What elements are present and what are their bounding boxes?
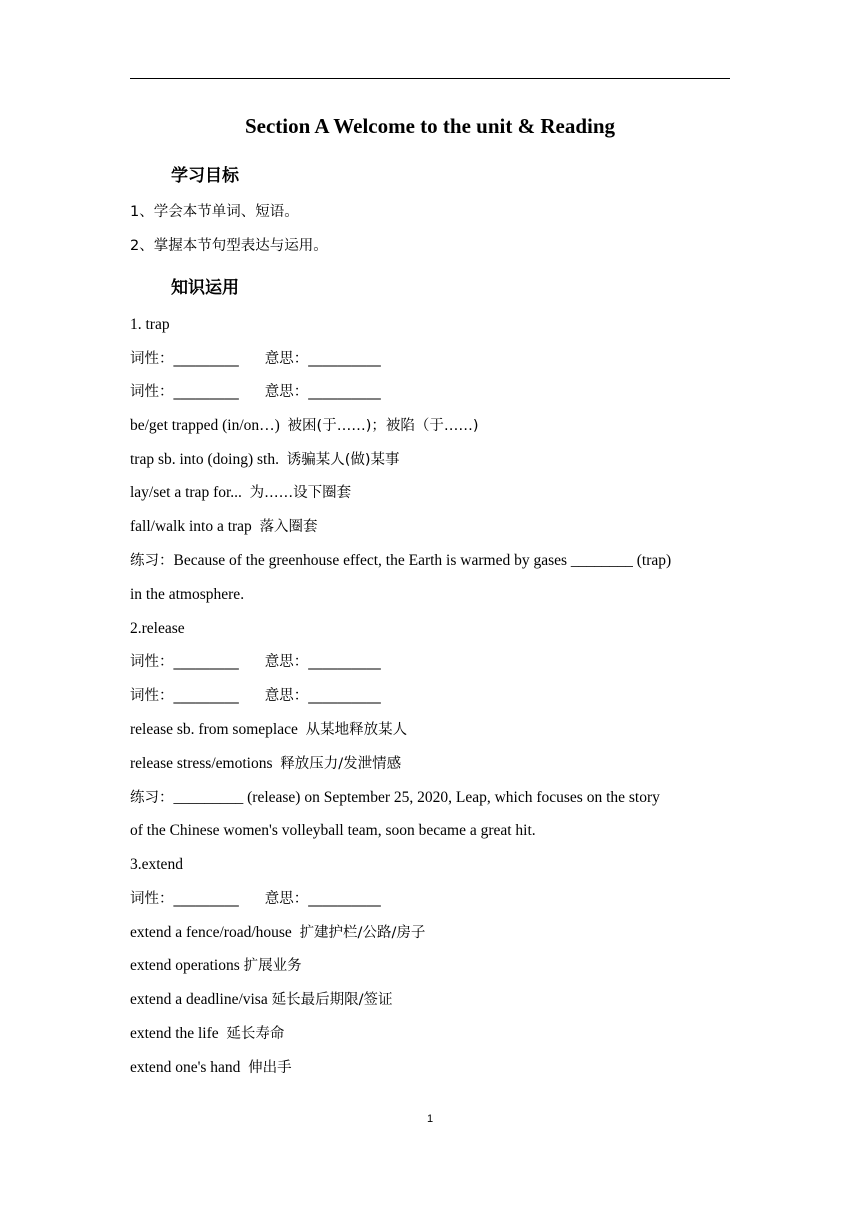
objective-item: 2、掌握本节句型表达与运用。 xyxy=(130,238,328,254)
phrase-en: extend operations xyxy=(130,957,240,974)
pos-meaning-row xyxy=(130,652,381,672)
heading-objectives: 学习目标 xyxy=(171,166,239,186)
phrase-en: fall/walk into a trap xyxy=(130,518,252,535)
phrase-line xyxy=(130,754,401,774)
phrase-en: release sb. from someplace xyxy=(130,721,298,738)
phrase-en: be/get trapped (in/on…) xyxy=(130,417,280,434)
exercise-text: _________ (release) on September 25, 2020, Leap, which focuses on the story xyxy=(173,789,660,806)
phrase-line xyxy=(130,1024,284,1044)
meaning-label: 意思：__________ xyxy=(264,654,381,670)
phrase-cn: 为……设下圈套 xyxy=(249,485,352,501)
exercise-line xyxy=(130,788,660,808)
phrase-cn: 诱骗某人(做)某事 xyxy=(286,452,400,468)
exercise-line: of the Chinese women's volleyball team, soon became a great hit. xyxy=(130,822,536,839)
exercise-line: in the atmosphere. xyxy=(130,586,245,603)
phrase-line xyxy=(130,720,407,740)
phrase-line xyxy=(130,956,302,976)
phrase-cn: 扩建护栏/公路/房子 xyxy=(299,925,426,941)
exercise-label: 练习： xyxy=(130,790,174,806)
pos-meaning-row xyxy=(130,686,381,706)
exercise-text: Because of the greenhouse effect, the Earth is warmed by gases ________ (trap) xyxy=(173,552,672,569)
phrase-cn: 被困(于……)；被陷（于……) xyxy=(287,418,479,434)
page-title: Section A Welcome to the unit & Reading xyxy=(244,114,616,138)
pos-label: 词性：_________ xyxy=(130,891,239,907)
word-heading-trap: 1. trap xyxy=(130,316,170,333)
phrase-cn: 扩展业务 xyxy=(243,958,302,974)
pos-meaning-row xyxy=(130,349,381,369)
phrase-line xyxy=(130,990,393,1010)
meaning-label: 意思：__________ xyxy=(264,384,381,400)
exercise-line xyxy=(130,551,671,571)
phrase-cn: 释放压力/发泄情感 xyxy=(280,756,402,772)
phrase-en: trap sb. into (doing) sth. xyxy=(130,451,279,468)
word-heading-extend: 3.extend xyxy=(130,856,183,873)
header-rule xyxy=(130,78,730,79)
pos-label: 词性：_________ xyxy=(130,688,239,704)
phrase-cn: 落入圈套 xyxy=(259,519,318,535)
phrase-en: release stress/emotions xyxy=(130,755,273,772)
heading-application: 知识运用 xyxy=(171,278,239,298)
meaning-label: 意思：__________ xyxy=(264,351,381,367)
pos-meaning-row xyxy=(130,382,381,402)
objective-item: 1、学会本节单词、短语。 xyxy=(130,204,299,220)
phrase-line xyxy=(130,416,479,436)
phrase-cn: 从某地释放某人 xyxy=(305,722,408,738)
phrase-cn: 延长最后期限/签证 xyxy=(271,992,393,1008)
pos-label: 词性：_________ xyxy=(130,351,239,367)
phrase-cn: 延长寿命 xyxy=(226,1026,285,1042)
pos-meaning-row xyxy=(130,889,381,909)
word-heading-release: 2.release xyxy=(130,620,185,637)
phrase-line xyxy=(130,1058,292,1078)
phrase-en: extend a fence/road/house xyxy=(130,924,292,941)
phrase-line xyxy=(130,923,425,943)
phrase-line xyxy=(130,450,400,470)
phrase-en: extend a deadline/visa xyxy=(130,991,268,1008)
phrase-line xyxy=(130,483,351,503)
phrase-line xyxy=(130,517,318,537)
phrase-cn: 伸出手 xyxy=(248,1060,292,1076)
phrase-en: lay/set a trap for... xyxy=(130,484,242,501)
phrase-en: extend the life xyxy=(130,1025,219,1042)
page-number: 1 xyxy=(426,1113,434,1125)
exercise-label: 练习： xyxy=(130,553,174,569)
phrase-en: extend one's hand xyxy=(130,1059,241,1076)
meaning-label: 意思：__________ xyxy=(264,688,381,704)
pos-label: 词性：_________ xyxy=(130,654,239,670)
pos-label: 词性：_________ xyxy=(130,384,239,400)
meaning-label: 意思：__________ xyxy=(264,891,381,907)
